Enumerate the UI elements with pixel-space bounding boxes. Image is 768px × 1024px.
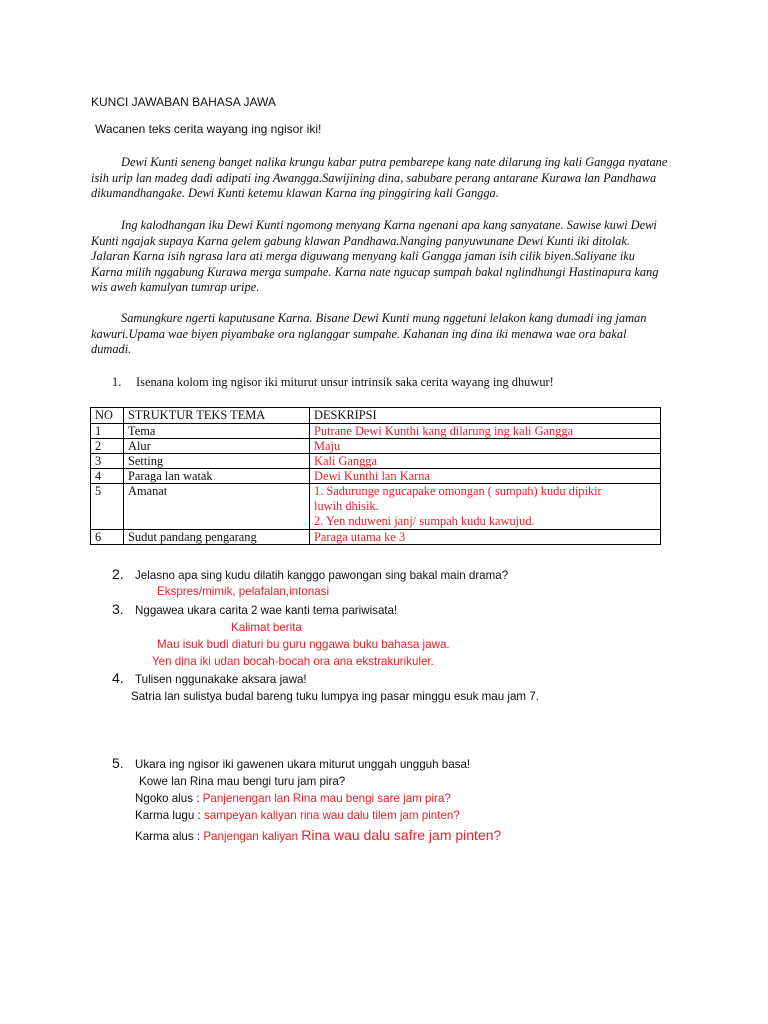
row-description: Maju: [310, 439, 661, 454]
story-line: isih urip lan madeg dadi adipati ing Awangga.Sawijining dina, sabubare perang antarane Kurawa lan Pandhawa: [91, 170, 657, 185]
question-3-answer-1: Mau isuk budi diaturi bu guru nggawa buku bahasa jawa.: [157, 638, 450, 651]
doc-title: KUNCI JAWABAN BAHASA JAWA: [91, 95, 276, 109]
question-1-text: Isenana kolom ing ngisor iki miturut unsur intrinsik saka cerita wayang ing dhuwur!: [136, 375, 554, 389]
table-row: [91, 424, 661, 439]
karma-alus-line: [135, 827, 501, 843]
story-line: Kunti ngajak supaya Karna gelem gabung klawan Pandhawa.Nanging panyuwunane Dewi Kunti iki ditolak.: [91, 233, 630, 248]
karma-lugu-label: Karma lugu :: [135, 809, 204, 822]
story-line: kawuri.Upama wae biyen piyambake ora nglanggar sumpahe. Kahanan ing dina iki menawa wae ora bakal: [91, 326, 627, 341]
row-label: Sudut pandang pengarang: [124, 530, 310, 545]
row-description: Dewi Kunthi lan Karna: [310, 469, 661, 484]
reading-instruction: Wacanen teks cerita wayang ing ngisor iki!: [95, 122, 322, 136]
question-5-number: 5.: [112, 755, 124, 771]
question-2-text: Jelasno apa sing kudu dilatih kanggo pawongan sing bakal main drama?: [135, 569, 509, 582]
karma-lugu-line: [135, 809, 460, 822]
row-description: Paraga utama ke 3: [310, 530, 661, 545]
row-description: Putrane Dewi Kunthi kang dilarung ing kali Gangga: [310, 424, 661, 439]
story-paragraph-1: [91, 155, 676, 202]
story-line: wis aweh kamulyan tumrap uripe.: [91, 280, 260, 294]
row-description: Kali Gangga: [310, 454, 661, 469]
row-number: 6: [91, 530, 124, 545]
description-line: luwih dhisik.: [314, 499, 379, 513]
row-number: 2: [91, 439, 124, 454]
story-paragraph-3: [91, 311, 676, 358]
table-header-row: [91, 408, 661, 424]
row-number: 3: [91, 454, 124, 469]
question-2-number: 2.: [112, 566, 124, 582]
question-4-sentence: Satria lan sulistya budal bareng tuku lumpya ing pasar minggu esuk mau jam 7.: [131, 690, 539, 703]
karma-alus-answer-start: Panjengan kaliyan: [203, 830, 302, 843]
ngoko-alus-line: [135, 792, 451, 805]
row-number: 5: [91, 484, 124, 530]
table-row: [91, 439, 661, 454]
story-line: Dewi Kunti seneng banget nalika krungu kabar putra pembarepe kang nate dilarung ing kali Gangga nyatane: [121, 155, 668, 169]
row-label: Setting: [124, 454, 310, 469]
story-line: Jalaran Karna isih ngrasa lara ati merga diguwang menyang kali Gangga jaman isih cilik biyen.Saliyane iku: [91, 249, 635, 263]
row-label: Tema: [124, 424, 310, 439]
question-5-text: Ukara ing ngisor iki gawenen ukara miturut unggah ungguh basa!: [135, 758, 471, 771]
header-description: DESKRIPSI: [310, 408, 661, 424]
row-label: Paraga lan watak: [124, 469, 310, 484]
question-3-number: 3.: [112, 601, 124, 617]
description-line: 1. Sadurunge ngucapake omongan ( sumpah) kudu dipikir: [314, 484, 602, 498]
row-description: [310, 484, 661, 530]
karma-lugu-answer: sampeyan kaliyan rina wau dalu tilem jam pinten?: [203, 809, 460, 822]
question-3-answer-type: Kalimat berita: [231, 621, 302, 634]
question-4-text: Tulisen nggunakake aksara jawa!: [135, 673, 307, 686]
row-number: 1: [91, 424, 124, 439]
row-label: Amanat: [124, 484, 310, 530]
question-5-sentence: Kowe lan Rina mau bengi turu jam pira?: [139, 775, 346, 788]
ngoko-alus-answer: Panjenengan lan Rina mau bengi sare jam pira?: [202, 792, 451, 805]
table-row: [91, 530, 661, 545]
karma-alus-label: Karma alus :: [135, 830, 204, 843]
story-line: Karna milih nggabung Kurawa merga sumpahe. Karna nate ngucap sumpah bakal nglindhungi Hastinapura kang: [91, 264, 659, 279]
table-row: [91, 469, 661, 484]
story-line: Samungkure ngerti kaputusane Karna. Bisane Dewi Kunti mung nggetuni lelakon kang dumadi ing jaman: [121, 311, 647, 325]
story-line: dumadi.: [91, 342, 132, 356]
description-line: 2. Yen nduweni janj/ sumpah kudu kawujud.: [314, 514, 535, 528]
question-4-number: 4.: [112, 670, 124, 686]
row-number: 4: [91, 469, 124, 484]
karma-alus-answer-end: Rina wau dalu safre jam pinten?: [301, 827, 502, 843]
ngoko-alus-label: Ngoko alus :: [135, 792, 203, 805]
story-line: Ing kalodhangan iku Dewi Kunti ngomong menyang Karna ngenani apa kang sanyatane. Sawise kuwi Dewi: [121, 218, 657, 232]
table-row: [91, 454, 661, 469]
story-paragraph-2: [91, 218, 676, 296]
table-row: [91, 484, 661, 530]
story-line: dikumandhangake. Dewi Kunti ketemu klawan Karna ing pinggiring kali Gangga.: [91, 186, 499, 200]
row-label: Alur: [124, 439, 310, 454]
question-3-answer-2: Yen dina iki udan bocah-bocah ora ana ekstrakurikuler.: [152, 655, 434, 668]
question-2-answer: Ekspres/mimik, pelafalan,intonasi: [157, 585, 330, 598]
question-1-number: 1.: [112, 375, 122, 389]
question-3-text: Nggawea ukara carita 2 wae kanti tema pariwisata!: [135, 604, 398, 617]
header-no: NO: [91, 408, 124, 424]
structure-table: [90, 407, 661, 545]
header-structure: STRUKTUR TEKS TEMA: [124, 408, 310, 424]
